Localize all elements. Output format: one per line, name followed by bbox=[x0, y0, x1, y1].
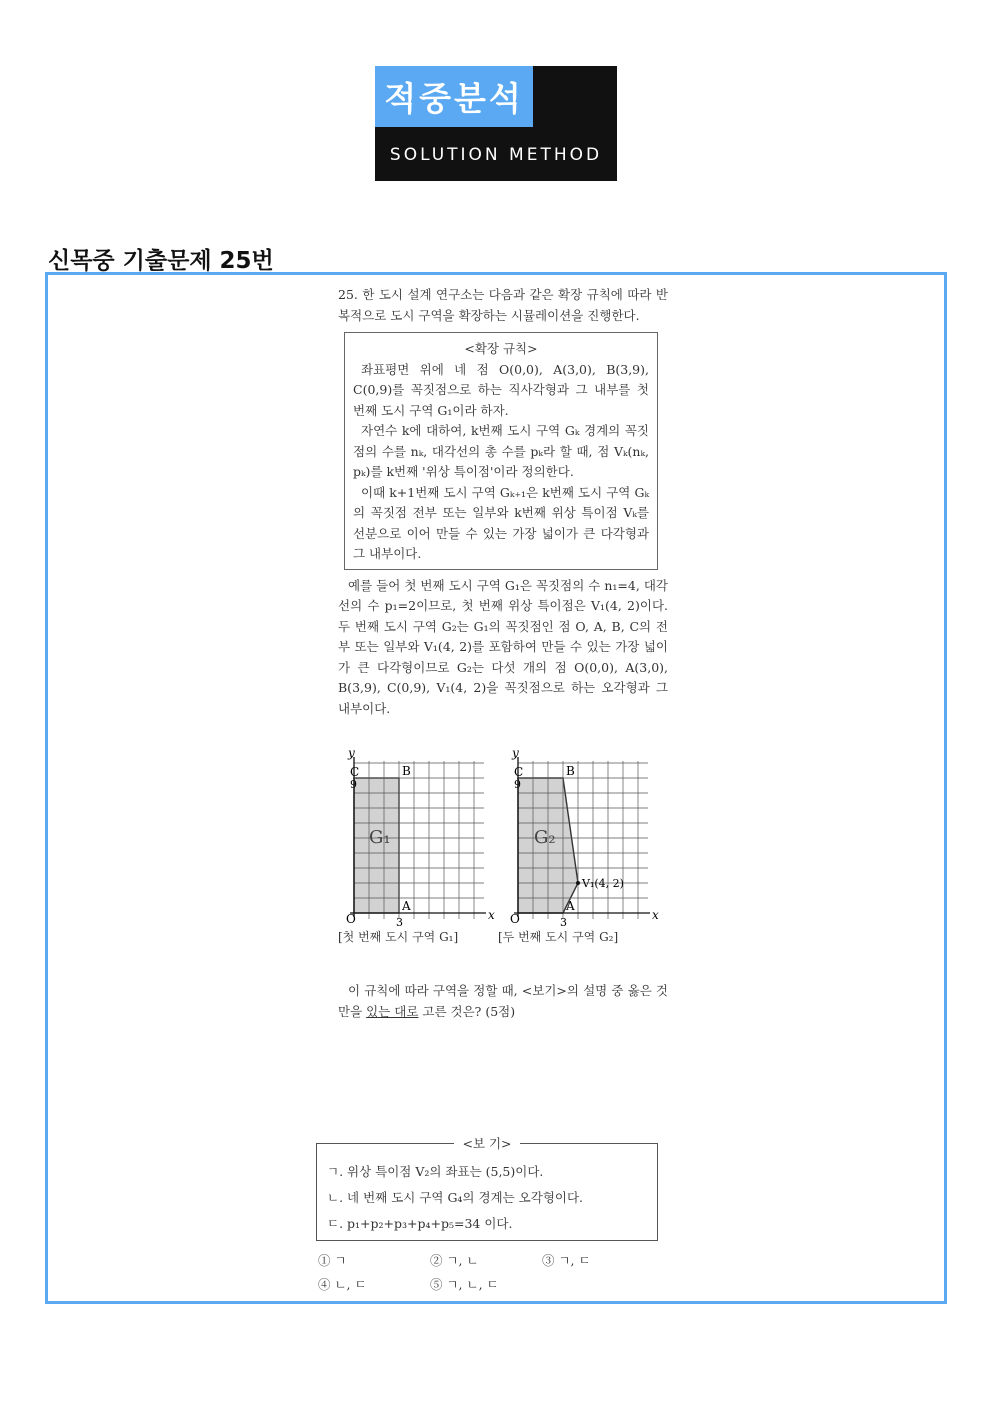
graph-1-region-label: G₁ bbox=[369, 827, 391, 848]
graph-2-x-label: x bbox=[652, 908, 659, 922]
choice-3[interactable]: ③ ㄱ, ㄷ bbox=[542, 1253, 591, 1268]
choice-4[interactable]: ④ ㄴ, ㄷ bbox=[318, 1277, 367, 1292]
graph-1-origin-label: O bbox=[346, 912, 356, 926]
bogi-item-2: ㄴ. 네 번째 도시 구역 G₄의 경계는 오각형이다. bbox=[327, 1190, 584, 1205]
question-part-b: 고른 것은? (5점) bbox=[418, 1003, 516, 1019]
solution-method-logo bbox=[375, 66, 617, 181]
graph-2-point-a-label: A bbox=[566, 899, 575, 913]
bogi-item-3: ㄷ. p₁+p₂+p₃+p₄+p₅=34 이다. bbox=[327, 1216, 513, 1231]
graph-1-x-label: x bbox=[488, 908, 495, 922]
graph-2-point-c-label: C bbox=[514, 765, 524, 779]
logo-title: 적중분석 bbox=[375, 66, 533, 127]
graph-1-tick-3: 3 bbox=[396, 916, 403, 929]
question-text bbox=[338, 981, 668, 1022]
question-part-a: 이 규칙에 따라 구역을 정할 때, <보기>의 설명 중 옳은 것만을 bbox=[338, 983, 668, 1019]
example-paragraph: 예를 들어 첫 번째 도시 구역 G₁은 꼭짓점의 수 n₁=4, 대각선의 수 p₁=2이므로, 첫 번째 위상 특이점은 V₁(4, 2)이다. 두 번째 도시 구역 G₂는 G₁의 꼭짓점인 점 O, A, B, C의 전부 또는 일부와 V₁(4, 2)를 포함하여 만들 수 있는 가장 넓이가 큰 다각형이므로 G₂는 다섯 개의 점 O(0,0), A(3,0), B(3,9), C(0,9), V₁(4, 2)을 꼭짓점으로 하는 오각형과 그 내부이다. bbox=[338, 577, 668, 716]
rule-title: <확장 규칙> bbox=[464, 341, 538, 356]
problem-intro: 25. 한 도시 설계 연구소는 다음과 같은 확장 규칙에 따라 반복적으로 도시 구역을 확장하는 시뮬레이션을 진행한다. bbox=[338, 287, 668, 323]
graph-1-y-label: y bbox=[348, 746, 355, 760]
graph-1 bbox=[346, 746, 495, 929]
graph-2-y-label: y bbox=[512, 746, 519, 760]
problem-frame bbox=[45, 272, 947, 1304]
bogi-item-1: ㄱ. 위상 특이점 V₂의 좌표는 (5,5)이다. bbox=[327, 1164, 544, 1179]
problem-scan bbox=[318, 285, 668, 1292]
graph-2-caption: [두 번째 도시 구역 G₂] bbox=[498, 930, 619, 944]
logo-subtitle: SOLUTION METHOD bbox=[389, 145, 603, 165]
rule-paragraph-3: 이때 k+1번째 도시 구역 Gₖ₊₁은 k번째 도시 구역 Gₖ의 꼭짓점 전부 또는 일부와 k번째 위상 특이점 Vₖ를 선분으로 이어 만들 수 있는 가장 넓이가 큰 다각형과 그 내부이다. bbox=[353, 484, 649, 561]
graphs-area bbox=[338, 733, 668, 965]
choice-5[interactable]: ⑤ ㄱ, ㄴ, ㄷ bbox=[430, 1277, 499, 1292]
graph-2-origin-label: O bbox=[510, 912, 520, 926]
rule-paragraph-2: 자연수 k에 대하여, k번째 도시 구역 Gₖ 경계의 꼭짓점의 수를 nₖ, 대각선의 총 수를 pₖ라 할 때, 점 Vₖ(nₖ, pₖ)를 k번째 '위상 특이점'이라 정의한다. bbox=[353, 423, 649, 479]
choice-2[interactable]: ② ㄱ, ㄴ bbox=[430, 1253, 479, 1268]
graph-1-point-b-label: B bbox=[402, 764, 411, 778]
graph-1-point-c-label: C bbox=[350, 765, 360, 779]
bogi-title: <보 기> bbox=[454, 1136, 519, 1151]
graph-2-point-v-label: V₁(4, 2) bbox=[582, 877, 624, 890]
graph-2 bbox=[510, 746, 659, 929]
graph-2-tick-3: 3 bbox=[560, 916, 567, 929]
page-heading: 신목중 기출문제 25번 bbox=[48, 248, 274, 274]
graph-1-point-a-label: A bbox=[402, 899, 411, 913]
graph-2-tick-9: 9 bbox=[514, 778, 521, 791]
rule-box bbox=[344, 332, 658, 570]
graph-1-caption: [첫 번째 도시 구역 G₁] bbox=[338, 930, 459, 944]
point-v1 bbox=[576, 881, 580, 885]
example-text-block bbox=[338, 576, 668, 720]
choice-1[interactable]: ① ㄱ bbox=[318, 1253, 347, 1268]
graph-1-tick-9: 9 bbox=[350, 778, 357, 791]
question-underlined: 있는 대로 bbox=[366, 1003, 419, 1019]
bogi-box bbox=[316, 1136, 658, 1241]
rule-paragraph-1: 좌표평면 위에 네 점 O(0,0), A(3,0), B(3,9), C(0,9)를 꼭짓점으로 하는 직사각형과 그 내부를 첫 번째 도시 구역 G₁이라 하자. bbox=[353, 361, 649, 418]
graph-2-region-label: G₂ bbox=[534, 827, 556, 848]
graph-2-point-b-label: B bbox=[566, 764, 575, 778]
